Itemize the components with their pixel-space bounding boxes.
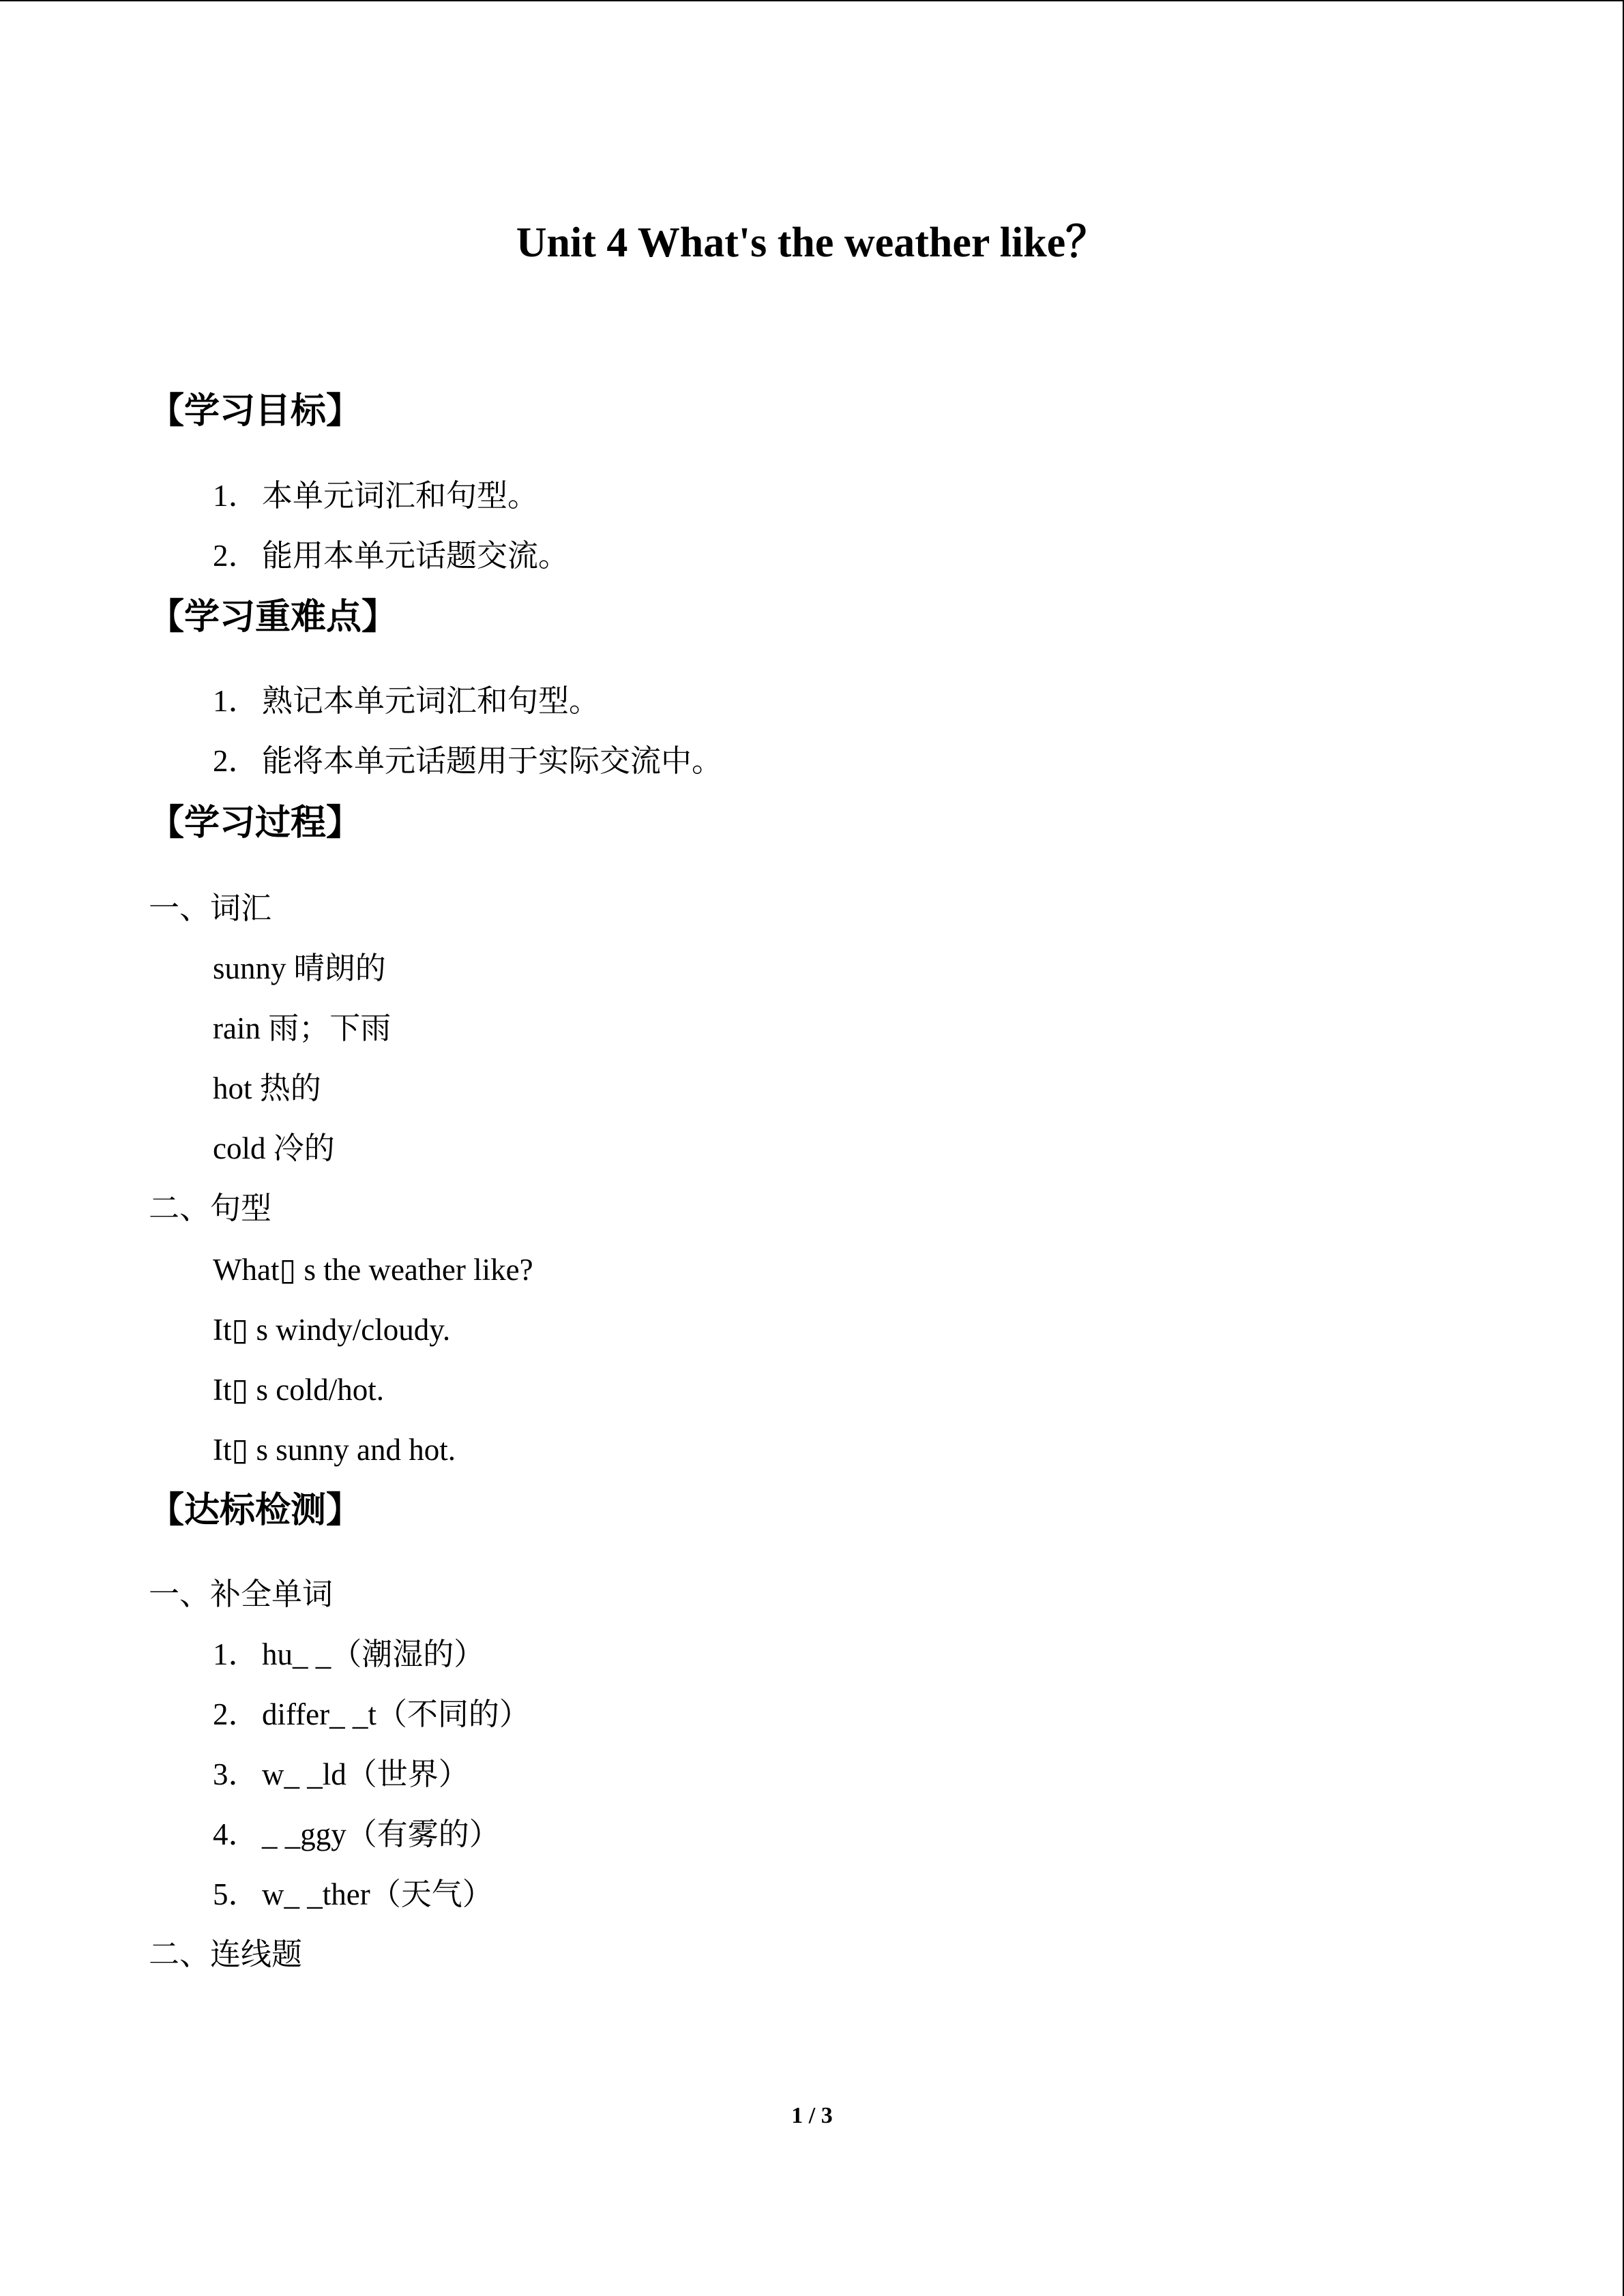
heading-objectives: 【学习目标】 [149,391,362,432]
heading-key-points: 【学习重难点】 [149,597,398,638]
fill-item-1 [213,1634,484,1675]
item-text: w_ _ld（世界） [262,1757,469,1791]
item-number: 5． [213,1877,259,1911]
item-number: 3． [213,1757,259,1791]
fill-item-3 [213,1754,469,1795]
pattern-label: 二、句型 [149,1191,272,1225]
objective-item-1 [213,475,538,516]
item-number: 1． [213,684,259,718]
vocab-item: cold 冷的 [213,1131,335,1165]
item-text: 能将本单元话题用于实际交流中。 [262,744,723,778]
item-text: w_ _ther（天气） [262,1877,493,1911]
vocab-item: rain 雨；下雨 [213,1011,392,1045]
heading-test: 【达标检测】 [149,1490,362,1531]
item-number: 4． [213,1817,259,1851]
item-text: 能用本单元话题交流。 [262,539,570,573]
pattern-item: It▯ s sunny and hot. [213,1433,456,1467]
item-text: 熟记本单元词汇和句型。 [262,684,600,718]
objective-item-2 [213,535,569,576]
item-text: differ_ _t（不同的） [262,1697,530,1731]
item-text: 本单元词汇和句型。 [262,479,539,513]
fill-item-4 [213,1814,500,1855]
vocab-label: 一、词汇 [149,891,272,925]
item-text: hu_ _（潮湿的） [262,1637,485,1671]
key-point-item-2 [213,741,722,781]
item-number: 1． [213,1637,259,1671]
fill-item-2 [213,1694,530,1735]
item-number: 2． [213,744,259,778]
page-indicator: 1 / 3 [791,2103,833,2128]
item-text: _ _ggy（有雾的） [262,1817,500,1851]
item-number: 2． [213,1697,259,1731]
key-point-item-1 [213,681,600,721]
item-number: 2． [213,539,259,573]
vocab-item: sunny 晴朗的 [213,951,386,985]
match-label: 二、连线题 [149,1937,303,1971]
fill-label: 一、补全单词 [149,1577,334,1611]
item-number: 1． [213,479,259,513]
pattern-item: What▯ s the weather like? [213,1253,533,1287]
vocab-item: hot 热的 [213,1071,321,1105]
heading-process: 【学习过程】 [149,803,362,844]
pattern-item: It▯ s windy/cloudy. [213,1313,451,1347]
document-title: Unit 4 What's the weather like？ [516,220,1108,266]
pattern-item: It▯ s cold/hot. [213,1373,384,1407]
fill-item-5 [213,1874,493,1915]
